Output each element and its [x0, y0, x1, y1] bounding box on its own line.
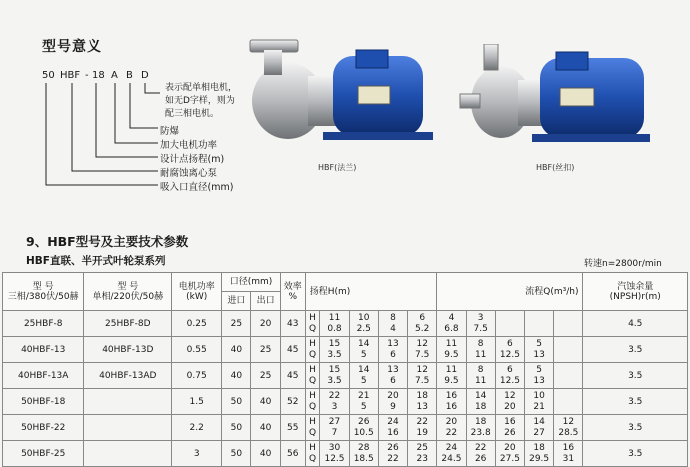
head-value: 22 [474, 442, 487, 453]
code-bracket-lines [0, 0, 170, 190]
h-label: H [309, 312, 316, 323]
cell-inlet: 50 [222, 415, 251, 441]
flow-value: 23.8 [470, 427, 491, 438]
header-npsh: 汽蚀余量 (NPSH)r(m) [583, 273, 688, 311]
cell-hq-value [320, 415, 349, 441]
h-label: H [309, 442, 316, 453]
head-value: 8 [477, 338, 484, 349]
flow-value: 12.5 [499, 349, 520, 360]
cell-model-3phase: 50HBF-25 [3, 441, 84, 467]
cell-model-3phase: 50HBF-18 [3, 389, 84, 415]
cell-motor-power: 1.5 [172, 389, 222, 415]
flow-value: 20 [504, 401, 516, 412]
head-value: 26 [387, 442, 399, 453]
header-outlet: 出口 [251, 292, 280, 311]
head-value: 24 [445, 442, 458, 453]
cell-efficiency: 55 [280, 415, 305, 441]
cell-hq-value [466, 389, 495, 415]
flow-value: 24.5 [441, 453, 462, 464]
cell-hq-value [466, 311, 495, 337]
flow-value: 9 [390, 401, 396, 412]
desc-corrosion-pump: 耐腐蚀离心泵 [160, 168, 218, 179]
head-value: 8 [477, 364, 484, 375]
head-value: 20 [504, 442, 516, 453]
cell-hq-value [525, 311, 554, 337]
head-value: 14 [533, 416, 545, 427]
cell-efficiency: 45 [280, 337, 305, 363]
cell-hq-value [408, 337, 437, 363]
model-meaning-title: 型号意义 [42, 39, 102, 55]
section-title: 9、HBF型号及主要技术参数 [26, 234, 189, 249]
head-value: 6 [507, 338, 513, 349]
head-value: 20 [387, 390, 399, 401]
d-note-line: 配三相电机。 [165, 109, 220, 119]
series-title: HBF直联、半开式叶轮泵系列 [26, 255, 166, 267]
flow-value: 26 [504, 427, 516, 438]
head-value: 11 [445, 338, 458, 349]
cell-hq-value [437, 415, 466, 441]
flow-value: 4 [390, 323, 396, 334]
cell-motor-power: 0.25 [172, 311, 222, 337]
cell-hq-value [495, 363, 524, 389]
head-value: 12 [416, 338, 428, 349]
cell-npsh: 3.5 [583, 389, 688, 415]
code-part-b: B [126, 70, 133, 81]
cell-hq-value [408, 311, 437, 337]
header-model-1phase: 型 号 单相/220伏/50赫 [84, 273, 172, 311]
cell-inlet: 50 [222, 389, 251, 415]
head-value: 22 [416, 416, 428, 427]
d-note-line: 表示配单相电机， [165, 83, 238, 93]
cell-hq-value [378, 389, 407, 415]
cell-hq-value [349, 311, 378, 337]
flow-value: 11 [474, 375, 487, 386]
flow-value: 12.5 [324, 453, 345, 464]
threaded-pump-image [456, 44, 656, 149]
cell-hq-value [437, 337, 466, 363]
flow-value: 7.5 [473, 323, 488, 334]
cell-hq-value [320, 311, 349, 337]
cell-hq-value [349, 337, 378, 363]
head-value: 15 [328, 338, 341, 349]
head-value: 14 [474, 390, 487, 401]
flow-value: 5 [360, 349, 367, 360]
cell-model-1phase: 40HBF-13D [84, 337, 172, 363]
head-value: 6 [419, 312, 426, 323]
table-header-row [3, 273, 688, 292]
cell-efficiency: 52 [280, 389, 305, 415]
code-part-diameter: 50 [42, 70, 55, 81]
cell-outlet: 40 [251, 389, 280, 415]
cell-hq-value [495, 311, 524, 337]
head-value: 4 [448, 312, 455, 323]
cell-hq-value [408, 415, 437, 441]
code-part-d: D [141, 70, 149, 81]
head-value: 14 [358, 338, 370, 349]
head-value: 25 [416, 442, 428, 453]
cell-hq-label [305, 389, 320, 415]
flow-value: 27.5 [499, 453, 520, 464]
flow-value: 5.2 [415, 323, 430, 334]
flow-value: 27 [533, 427, 545, 438]
flow-value: 31 [562, 453, 575, 464]
code-part-head: 18 [92, 70, 105, 81]
h-label: H [309, 416, 316, 427]
cell-hq-value [554, 311, 583, 337]
cell-model-3phase: 40HBF-13A [3, 363, 84, 389]
desc-larger-motor: 加大电机功率 [160, 140, 218, 151]
flow-value: 3.5 [327, 375, 342, 386]
cell-motor-power: 2.2 [172, 415, 222, 441]
cell-efficiency: 45 [280, 363, 305, 389]
head-value: 15 [328, 364, 341, 375]
head-value: 11 [328, 312, 341, 323]
head-value: 24 [387, 416, 399, 427]
cell-npsh: 3.5 [583, 441, 688, 467]
cell-hq-label [305, 311, 320, 337]
head-value: 12 [416, 364, 428, 375]
flow-value: 11 [474, 349, 487, 360]
head-value: 16 [504, 416, 516, 427]
code-part-a: A [111, 70, 118, 81]
cell-motor-power: 0.75 [172, 363, 222, 389]
head-value: 5 [536, 338, 542, 349]
threaded-pump-caption: HBF(丝扣) [536, 163, 575, 172]
flow-value: 13 [533, 349, 545, 360]
d-note-line: 如无D字样，则为 [165, 96, 235, 106]
cell-hq-value [525, 389, 554, 415]
flow-value: 3.5 [327, 349, 342, 360]
flow-value: 3 [331, 401, 338, 412]
cell-inlet: 40 [222, 337, 251, 363]
cell-npsh: 3.5 [583, 337, 688, 363]
desc-explosion-proof: 防爆 [160, 126, 180, 137]
head-value: 18 [416, 390, 428, 401]
q-label: Q [309, 323, 317, 334]
cell-hq-value [378, 415, 407, 441]
cell-hq-value [466, 363, 495, 389]
table-row [3, 363, 688, 389]
q-label: Q [309, 401, 317, 412]
cell-hq-value [554, 389, 583, 415]
cell-hq-value [349, 389, 378, 415]
head-value: 11 [445, 364, 458, 375]
q-label: Q [309, 427, 317, 438]
flow-value: 16 [445, 401, 458, 412]
cell-hq-label [305, 363, 320, 389]
cell-hq-value [437, 363, 466, 389]
head-value: 30 [328, 442, 341, 453]
cell-npsh: 4.5 [583, 311, 688, 337]
head-value: 21 [358, 390, 370, 401]
flow-value: 9.5 [444, 375, 459, 386]
flow-value: 12.5 [499, 375, 520, 386]
h-label: H [309, 390, 316, 401]
head-value: 14 [358, 364, 370, 375]
cell-inlet: 40 [222, 363, 251, 389]
header-model-3phase: 型 号 三相/380伏/50赫 [3, 273, 84, 311]
head-value: 27 [328, 416, 341, 427]
head-value: 5 [536, 364, 542, 375]
cell-hq-value [495, 415, 524, 441]
cell-hq-value [554, 415, 583, 441]
flow-value: 5 [360, 401, 367, 412]
cell-hq-value [320, 337, 349, 363]
table-row [3, 415, 688, 441]
head-value: 12 [562, 416, 575, 427]
desc-inlet-diameter: 吸入口直径(mm) [160, 182, 234, 193]
q-label: Q [309, 349, 317, 360]
cell-hq-value [525, 415, 554, 441]
flow-value: 7 [331, 427, 338, 438]
flow-value: 22 [387, 453, 399, 464]
cell-hq-label [305, 415, 320, 441]
head-value: 3 [477, 312, 484, 323]
cell-hq-value [408, 363, 437, 389]
cell-hq-value [378, 363, 407, 389]
cell-npsh: 3.5 [583, 363, 688, 389]
cell-hq-value [525, 363, 554, 389]
h-label: H [309, 338, 316, 349]
flow-value: 13 [533, 375, 545, 386]
head-value: 26 [358, 416, 370, 427]
cell-model-1phase [84, 389, 172, 415]
code-part-dash: - [85, 70, 89, 81]
header-inlet: 进口 [222, 292, 251, 311]
head-value: 16 [562, 442, 575, 453]
parameter-table [2, 272, 688, 467]
cell-hq-value [408, 389, 437, 415]
q-label: Q [309, 375, 317, 386]
cell-hq-value [495, 389, 524, 415]
flow-value: 6 [390, 375, 396, 386]
cell-hq-value [320, 389, 349, 415]
head-value: 10 [358, 312, 370, 323]
cell-inlet: 50 [222, 441, 251, 467]
flow-value: 13 [416, 401, 428, 412]
cell-npsh: 3.5 [583, 415, 688, 441]
head-value: 28 [358, 442, 370, 453]
flow-value: 21 [533, 401, 545, 412]
cell-outlet: 40 [251, 415, 280, 441]
flow-value: 29.5 [529, 453, 550, 464]
flow-value: 9.5 [444, 349, 459, 360]
flow-value: 2.5 [356, 323, 371, 334]
flow-value: 28.5 [558, 427, 579, 438]
cell-hq-value [378, 311, 407, 337]
q-label: Q [309, 453, 317, 464]
header-head: 扬程H(m) [305, 273, 437, 311]
cell-outlet: 40 [251, 441, 280, 467]
header-efficiency: 效率 % [280, 273, 305, 311]
cell-hq-value [554, 363, 583, 389]
flanged-pump-caption: HBF(法兰) [318, 163, 357, 172]
head-value: 20 [445, 416, 458, 427]
header-motor-power: 电机功率 (kW) [172, 273, 222, 311]
cell-hq-value [349, 363, 378, 389]
code-part-series: HBF [60, 70, 81, 81]
table-row [3, 311, 688, 337]
flow-value: 6 [390, 349, 396, 360]
header-flow: 流程Q(m³/h) [437, 273, 583, 311]
flow-value: 5 [360, 375, 367, 386]
speed-note: 转速n=2800r/min [584, 259, 662, 269]
cell-hq-value [466, 337, 495, 363]
cell-hq-value [378, 337, 407, 363]
cell-hq-value [554, 337, 583, 363]
cell-hq-value [320, 363, 349, 389]
cell-inlet: 25 [222, 311, 251, 337]
head-value: 22 [328, 390, 341, 401]
table-body [3, 311, 688, 467]
flow-value: 10.5 [353, 427, 374, 438]
head-value: 12 [504, 390, 516, 401]
desc-design-head: 设计点扬程(m) [160, 154, 225, 165]
head-value: 16 [445, 390, 458, 401]
header-caliber: 口径(mm) [222, 273, 280, 292]
flow-value: 19 [416, 427, 428, 438]
cell-model-3phase: 40HBF-13 [3, 337, 84, 363]
cell-outlet: 20 [251, 311, 280, 337]
head-value: 6 [507, 364, 513, 375]
flow-value: 6.8 [444, 323, 459, 334]
cell-model-3phase: 25HBF-8 [3, 311, 84, 337]
cell-efficiency: 43 [280, 311, 305, 337]
cell-efficiency: 56 [280, 441, 305, 467]
cell-motor-power: 3 [172, 441, 222, 467]
head-value: 13 [387, 338, 399, 349]
flow-value: 26 [474, 453, 487, 464]
flow-value: 22 [445, 427, 458, 438]
flanged-pump-image [238, 36, 438, 148]
cell-outlet: 25 [251, 363, 280, 389]
head-value: 10 [533, 390, 545, 401]
cell-hq-value [349, 415, 378, 441]
cell-motor-power: 0.55 [172, 337, 222, 363]
cell-hq-value [466, 415, 495, 441]
cell-hq-label [305, 337, 320, 363]
head-value: 8 [390, 312, 396, 323]
head-value: 18 [533, 442, 545, 453]
table-row [3, 389, 688, 415]
cell-hq-value [437, 311, 466, 337]
flow-value: 7.5 [415, 375, 430, 386]
flow-value: 16 [387, 427, 399, 438]
cell-hq-value [525, 337, 554, 363]
cell-outlet: 25 [251, 337, 280, 363]
head-value: 13 [387, 364, 399, 375]
cell-model-1phase: 25HBF-8D [84, 311, 172, 337]
cell-model-3phase: 50HBF-22 [3, 415, 84, 441]
table-row [3, 337, 688, 363]
d-note [165, 82, 237, 121]
h-label: H [309, 364, 316, 375]
cell-model-1phase [84, 415, 172, 441]
head-value: 18 [474, 416, 487, 427]
cell-hq-value [437, 389, 466, 415]
flow-value: 0.8 [327, 323, 342, 334]
flow-value: 18.5 [353, 453, 374, 464]
flow-value: 7.5 [415, 349, 430, 360]
flow-value: 23 [416, 453, 428, 464]
cell-model-1phase: 40HBF-13AD [84, 363, 172, 389]
flow-value: 18 [474, 401, 487, 412]
cell-hq-value [495, 337, 524, 363]
